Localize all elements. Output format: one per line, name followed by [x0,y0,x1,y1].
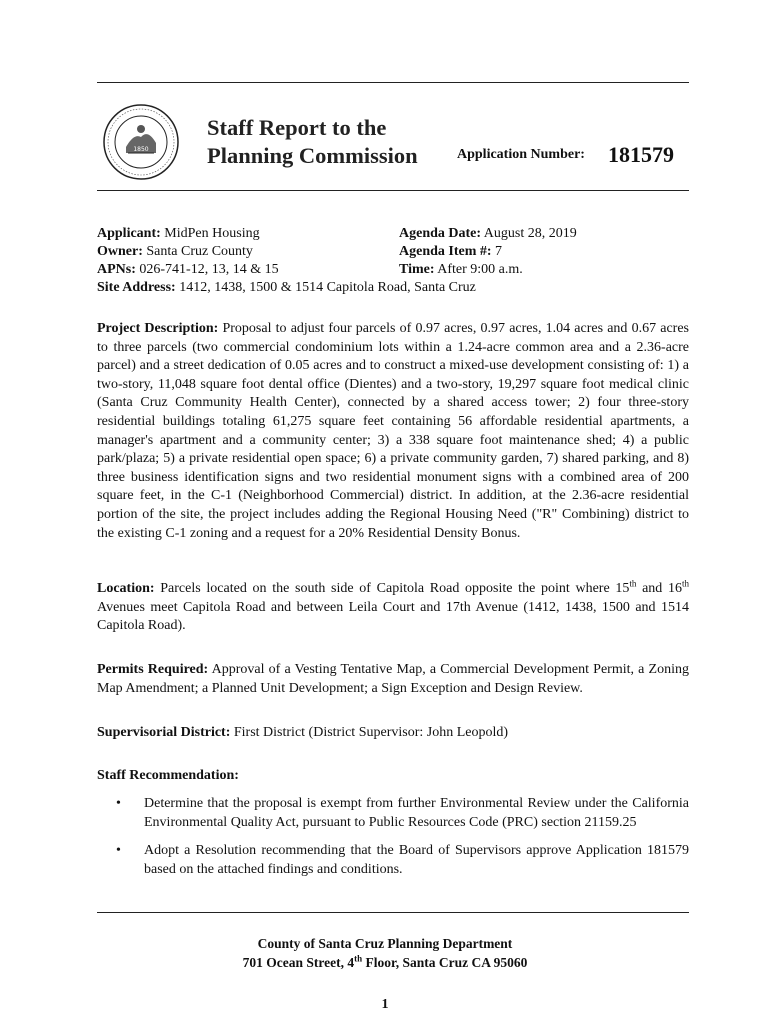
site-value: 1412, 1438, 1500 & 1514 Capitola Road, Santa Cruz [179,280,476,295]
bullet-icon: • [116,843,121,859]
project-description-text: Proposal to adjust four parcels of 0.97 acres, 0.97 acres, 1.04 acres and 0.67 acres to three parcels (two commercial condominium lots within a 1.24-acre common area and a 2.36-acre parcel) and a street dedication of 0.05 acres and to construct a mixed-use development consisting of: 1) a two-story, 11,048 square foot dental office (Dientes) and a two-story, 19,297 square foot medical clinic (Santa Cruz Community Health Center), connected by a shared access tower; 2) four three-story residential buildings totaling 61,275 square feet containing 56 affordable residential apartments, a manager's apartment and a community center; 3) a 338 square foot maintenance shed; 4) a public park/plaza; 5) a private residential open space; 6) a private community garden, 7) shared parking, and 8) three business identification signs and two residential monument signs with a combined area of 200 square feet, in the C-1 (Neighborhood Commercial) district. In addition, at the 2.36-acre residential portion of the site, the project includes adding the Regional Housing Need ("R" Combining) district to the existing C-1 zoning and a request for a 20% Residential Density Bonus. [97,321,690,541]
meta-time [399,261,523,279]
location [97,580,689,636]
agenda-item-label: Agenda Item #: [399,244,492,259]
project-description-label: Project Description: [97,321,219,336]
footer-line-2 [0,953,770,972]
applicant-value: MidPen Housing [164,226,260,241]
bullet-icon: • [116,796,121,811]
agenda-date-value: August 28, 2019 [483,226,577,241]
footer-line-2a: 701 Ocean Street, 4 [242,955,355,970]
recommendation-item-text: Adopt a Resolution recommending that the Board of Supervisors approve Application 181579 based on the attached findings and conditions. [144,843,689,877]
application-number-label: Application Number: [457,147,585,162]
agenda-date-label: Agenda Date: [399,226,482,241]
permits-text: Approval of a Vesting Tentative Map, a Commercial Development Permit, a Zoning Map Amendment; a Planned Unit Development; a Sign Exception and Design Review. [97,662,689,696]
meta-applicant [97,225,260,243]
title-line-1: Staff Report to the [207,115,387,140]
staff-recommendation-heading [97,767,689,786]
applicant-label: Applicant: [97,226,161,241]
list-item [97,795,689,832]
recommendation-item-text: Determine that the proposal is exempt from further Environmental Review under the California Environmental Quality Act, pursuant to Public Resources Code (PRC) section 21159.25 [144,796,689,830]
recommendation-label: Staff Recommendation: [97,768,239,783]
district-text: First District (District Supervisor: John Leopold) [233,725,509,740]
time-label: Time: [399,262,435,277]
meta-owner [97,243,253,261]
footer-rule [97,912,689,913]
location-text-a: Parcels located on the south side of Capitola Road opposite the point where 15 [160,581,630,596]
apns-label: APNs: [97,262,136,277]
location-sup-1: th [629,578,637,589]
list-item [97,842,689,879]
footer-line-2b: Floor, Santa Cruz CA 95060 [362,955,528,970]
top-rule [97,82,689,83]
district-label: Supervisorial District: [97,725,231,740]
svg-text:1850: 1850 [133,146,149,153]
meta-agenda-date [399,225,577,243]
meta-agenda-item [399,243,502,261]
owner-value: Santa Cruz County [146,244,253,259]
permits-required [97,661,689,698]
site-label: Site Address: [97,280,176,295]
agenda-item-value: 7 [495,244,503,259]
county-seal-logo [102,103,180,181]
footer-line-2-sup: th [354,953,363,964]
apns-value: 026-741-12, 13, 14 & 15 [139,262,279,277]
footer-address [0,934,770,972]
recommendation-list [97,795,689,889]
meta-site [97,279,476,297]
location-sup-2: th [682,578,690,589]
header-rule [97,190,689,191]
permits-label: Permits Required: [97,662,209,677]
title-line-2: Planning Commission [207,143,418,168]
location-label: Location: [97,581,155,596]
project-description [97,320,689,543]
application-number: 181579 [608,142,674,167]
report-title [207,114,418,170]
owner-label: Owner: [97,244,143,259]
supervisorial-district [97,724,689,743]
location-text-b: and 16 [636,581,682,596]
time-value: After 9:00 a.m. [437,262,523,277]
footer-line-1: County of Santa Cruz Planning Department [257,936,513,951]
location-text-c: Avenues meet Capitola Road and between Leila Court and 17th Avenue (1412, 1438, 1500 and 1514 Capitola Road). [97,599,689,634]
meta-apns [97,261,279,279]
page-number: 1 [381,997,389,1012]
